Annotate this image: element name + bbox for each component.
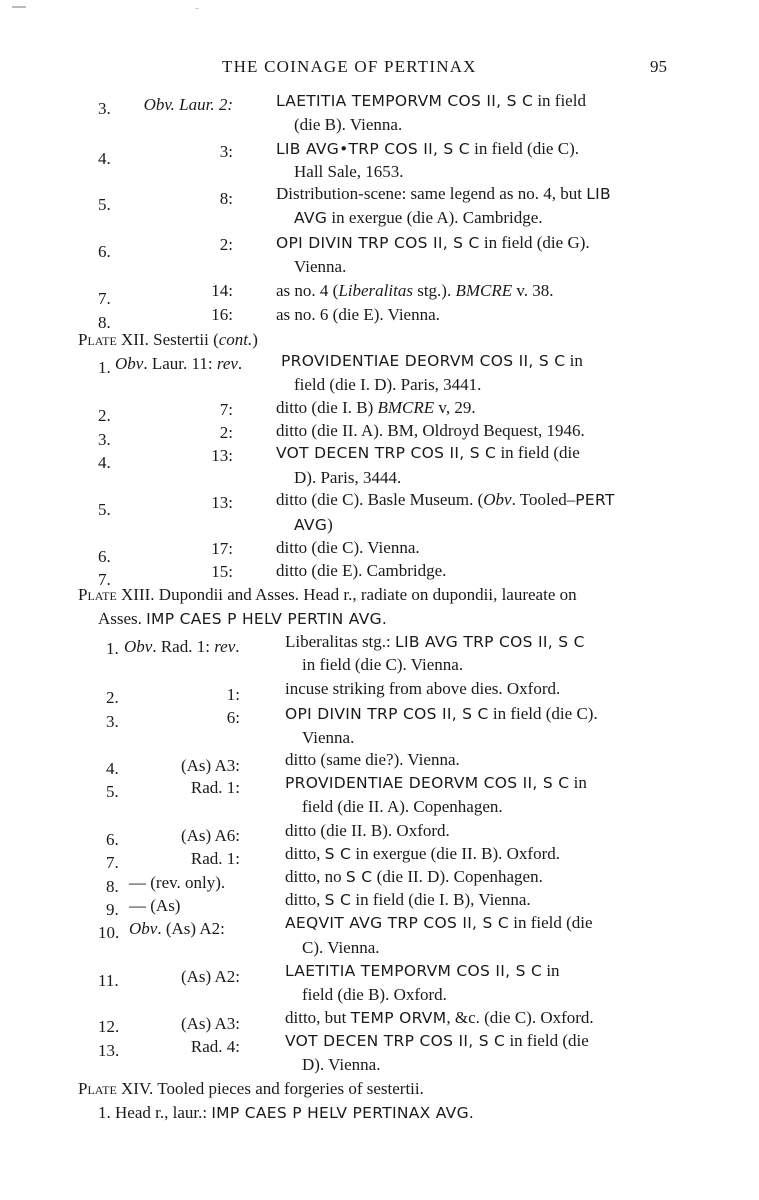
plate-xiii-heading: Plate XIII. Dupondii and Asses. Head r., radiate on dupondii, laureate on [78,585,577,604]
running-title: THE COINAGE OF PERTINAX [222,57,477,76]
plate-xii-heading: Plate XII. Sestertii (cont.) [78,330,258,349]
book-page: THE COINAGE OF PERTINAX 95 3. Obv. Laur. 2: LAETITIA TEMPORVM COS II, S C in field (die B). Vienna. 4. 3: LIB AVG•TRP COS II, S C in field (die C). Hall Sale, 1653. 5. 8: Distribution-scene: same legend as no. 4, but LIB AVG in exergue (die A). Cambridge. 6. 2: OPI DIVIN TRP COS II, S C in field (die G). Vienna. 7. 14: as no. 4 (Liberalitas stg.). BMCRE v. 38. 8. 16: as no. 6 (die E). Vienna. Plate XII. Sestertii (cont.) 1. Obv. Laur. 11: rev. PROVIDENTIAE DEORVM COS II, S C in field (die I. D). Paris, 3441. 2. 7: ditto (die I. B) BMCRE v, 29. 3. 2: ditto (die II. A). BM, Oldroyd Bequest, 1946. 4. 13: VOT DECEN TRP COS II, S C in field (die D). Paris, 3444. 5. 13: ditto (die C). Basle Museum. (Obv. Tooled–PERT AVG) 6. 17: ditto (die C). Vienna. 7. 15: ditto (die E). Cambridge. Plate XIII. Dupondii and Asses. Head r., radiate on dupondii, laureate on Asses. IMP CAES P HELV PERTIN AVG. 1. Obv. Rad. 1: rev. Liberalitas stg.: LIB AVG TRP COS II, S C in field (die C). Vienna. 2. 1: incuse striking from above dies. Oxford. 3. 6: OPI DIVIN TRP COS II, S C in field (die C). Vienna. 4. (As) A3: ditto (same die?). Vienna. 5. Rad. 1: PROVIDENTIAE DEORVM COS II, S C in field (die II. A). Copenhagen. 6. (As) A6: ditto (die II. B). Oxford. 7. Rad. 1: ditto, S C in exergue (die II. B). Oxford. 8. — (rev. only). ditto, no S C (die II. D). Copenhagen. 9. — (As) ditto, S C in field (die I. B), Vienna. 10. Obv. (As) A2: AEQVIT AVG TRP COS II, S C in field (die C). Vienna. 11. (As) A2: LAETITIA TEMPORVM COS II, S C in field (die B). Oxford. 12. (As) A3: ditto, but TEMP ORVM, &c. (die C). Oxford. 13. Rad. 4: VOT DECEN TRP COS II, S C in field (die D). Vienna. Plate XIV. Tooled pieces and forgeries of sestertii. 1. Head r., laur.: IMP CAES P HELV PERTINAX AVG. [0,0,759,1200]
plate-xiii-legend: Asses. IMP CAES P HELV PERTIN AVG. [98,609,388,628]
plate-xiv-heading: Plate XIV. Tooled pieces and forgeries of sestertii. [78,1079,424,1098]
page-number: 95 [650,57,667,76]
page-scan-mark [195,8,199,9]
page-scan-mark [12,6,26,8]
running-header [0,56,759,80]
forgery-1: 1. Head r., laur.: IMP CAES P HELV PERTINAX AVG. [98,1103,475,1122]
